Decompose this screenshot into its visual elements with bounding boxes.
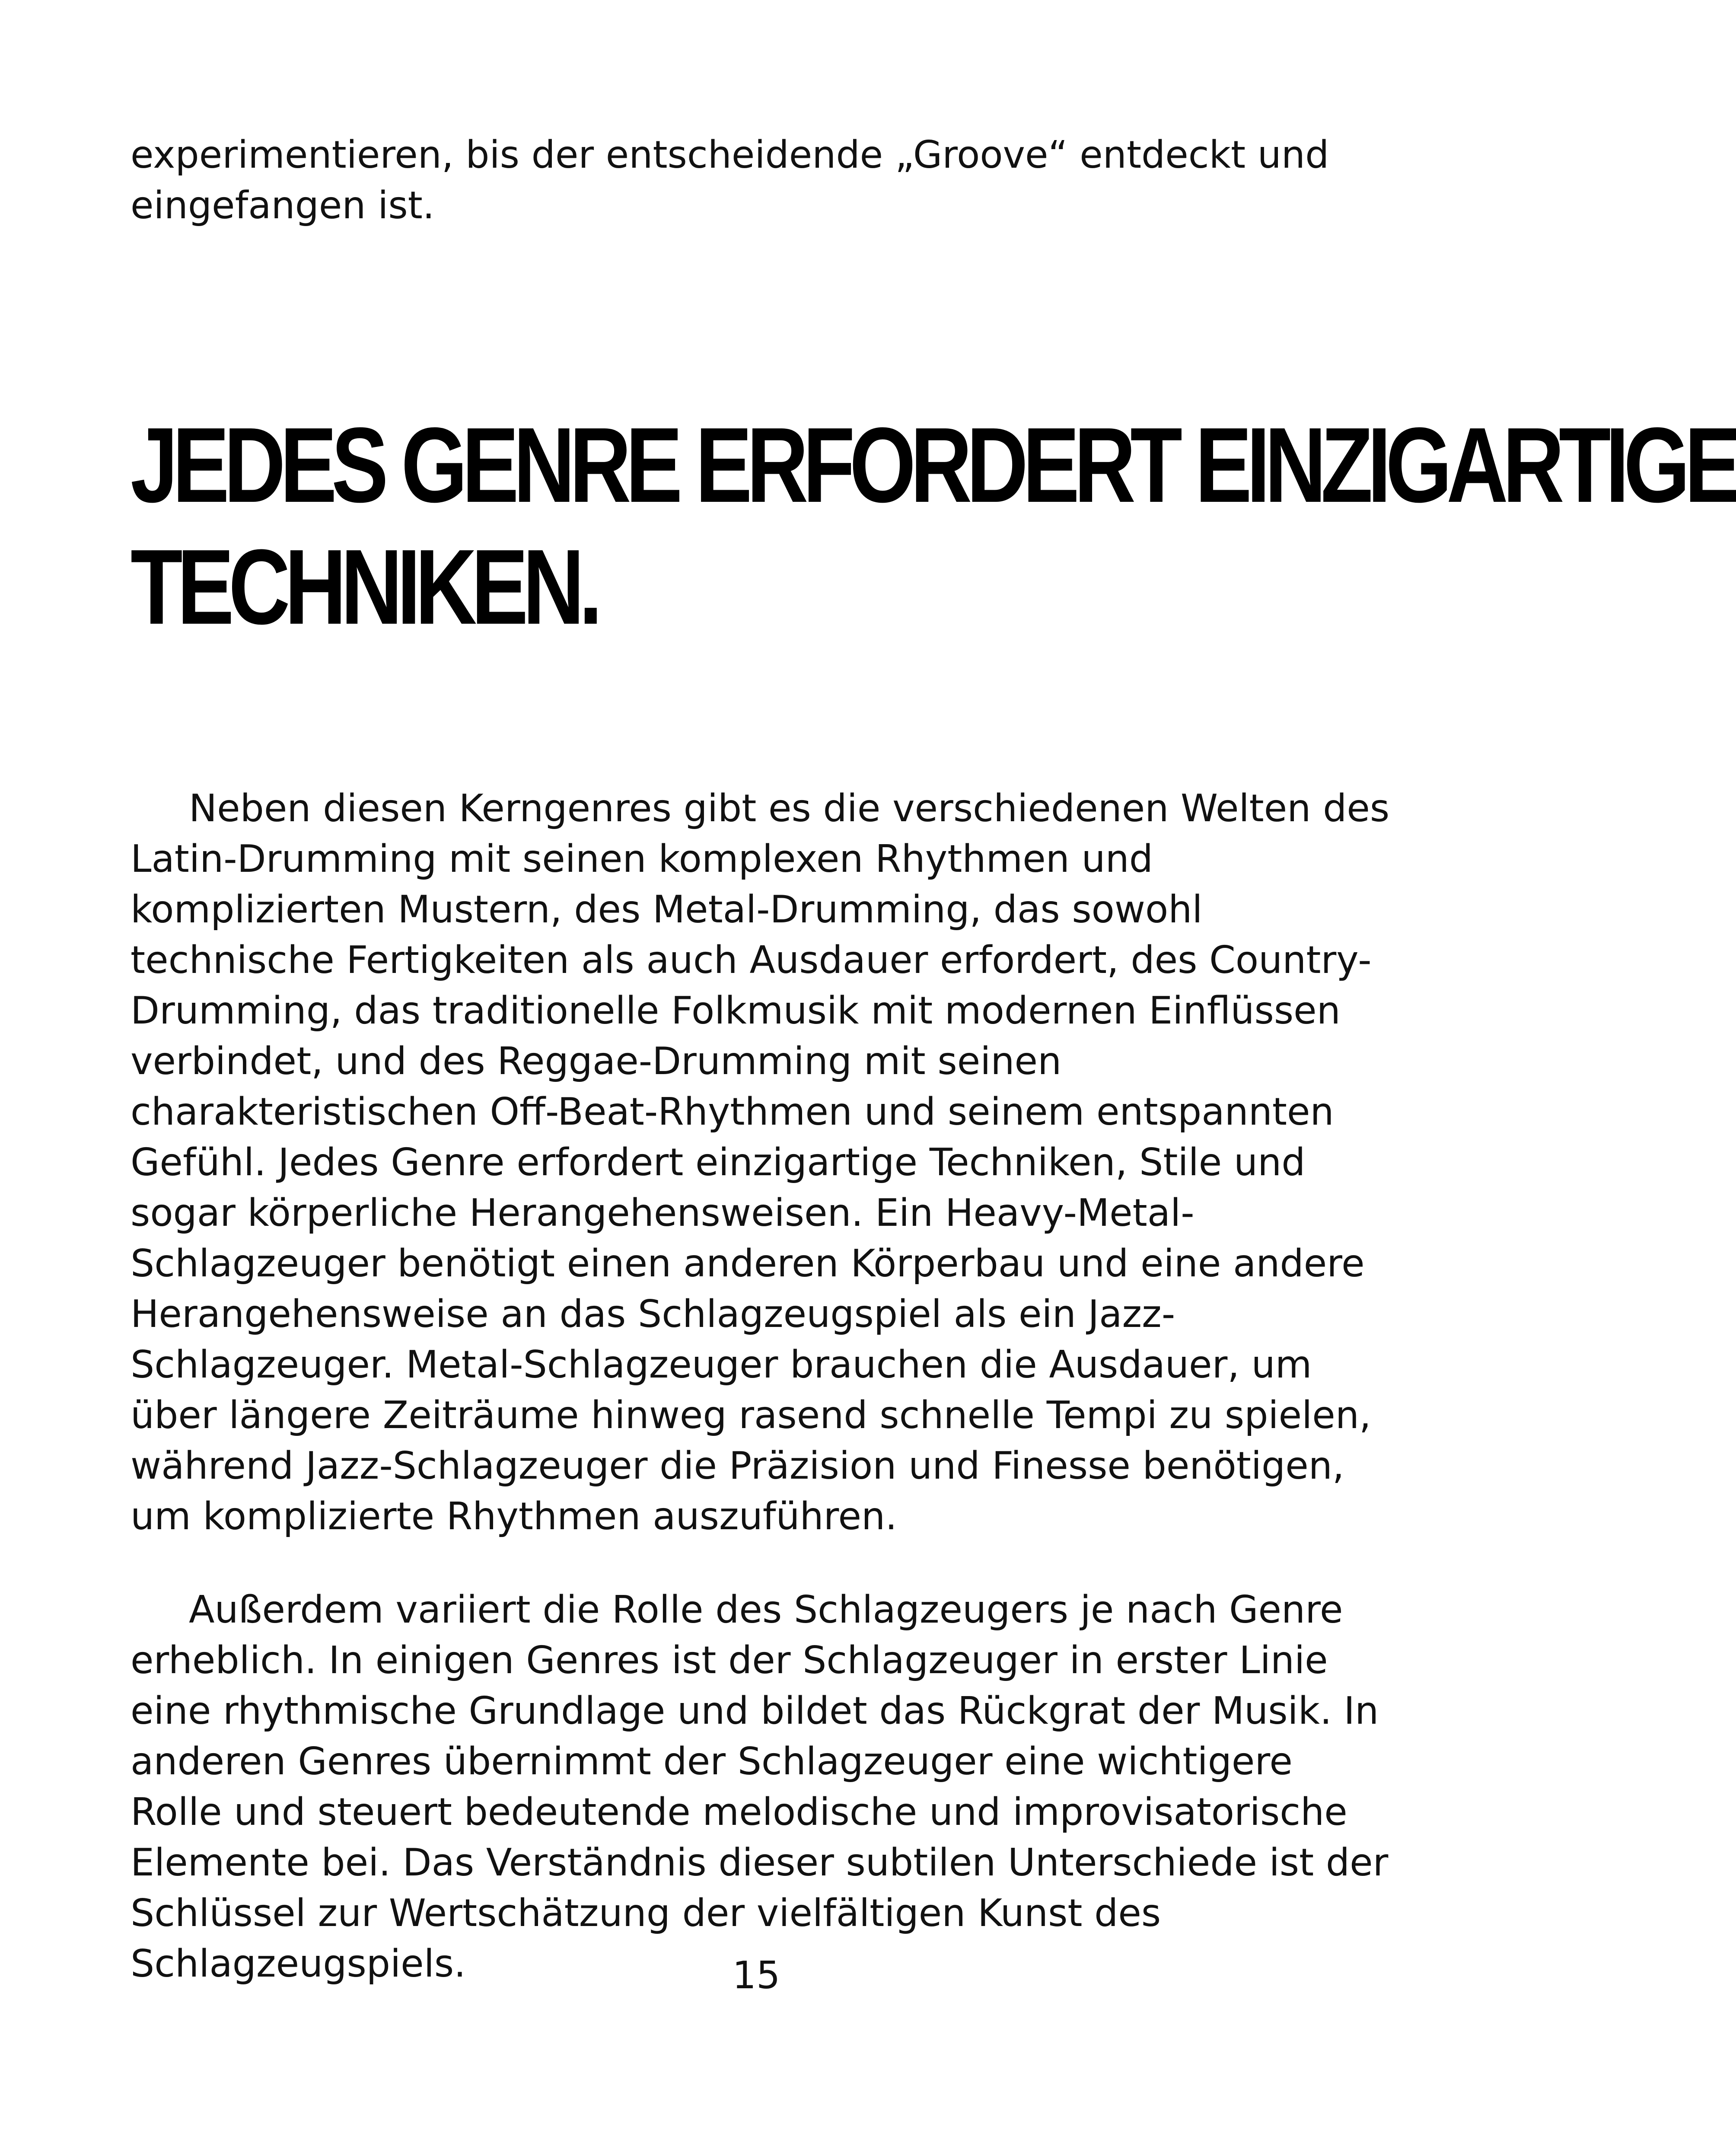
- body-paragraph-2: [131, 1585, 1392, 1989]
- section-heading-line-1: JEDES GENRE ERFORDERT EINZIGARTIGE: [131, 405, 1736, 525]
- section-heading-line-2: TECHNIKEN.: [131, 527, 597, 647]
- page-number: 15: [732, 1953, 780, 1997]
- continuation-paragraph-text: experimentieren, bis der entscheidende „Groove“ entdeckt und eingefangen ist.: [131, 133, 1329, 227]
- body-paragraph-1: [131, 783, 1392, 1542]
- body-paragraph-1-text: Neben diesen Kerngenres gibt es die verschiedenen Welten des Latin-Drumming mit seinen komplexen Rhythmen und komplizierten Mustern, des Metal-Drumming, das sowohl technische Fertigkeiten als auch Ausdauer erfordert, des Country-Drumming, das traditionelle Folkmusik mit modernen Einflüssen verbindet, und des Reggae-Drumming mit seinen charakteristischen Off-Beat-Rhythmen und seinem entspannten Gefühl. Jedes Genre erfordert einzigartige Techniken, Stile und sogar körperliche Herangehensweisen. Ein Heavy-Metal-Schlagzeuger benötigt einen anderen Körperbau und eine andere Herangehensweise an das Schlagzeugspiel als ein Jazz-Schlagzeuger. Metal-Schlagzeuger brauchen die Ausdauer, um über längere Zeiträume hinweg rasend schnelle Tempi zu spielen, während Jazz-Schlagzeuger die Präzision und Finesse benötigen, um komplizierte Rhythmen auszuführen.: [131, 786, 1390, 1538]
- section-heading: [131, 404, 1736, 648]
- continuation-paragraph: [131, 130, 1392, 231]
- body-paragraph-2-text: Außerdem variiert die Rolle des Schlagzeugers je nach Genre erheblich. In einigen Genres ist der Schlagzeuger in erster Linie eine rhythmische Grundlage und bildet das Rückgrat der Musik. In anderen Genres übernimmt der Schlagzeuger eine wichtigere Rolle und steuert bedeutende melodische und improvisatorische Elemente bei. Das Verständnis dieser subtilen Unterschiede ist der Schlüssel zur Wertschätzung der vielfältigen Kunst des Schlagzeugspiels.: [131, 1588, 1389, 1986]
